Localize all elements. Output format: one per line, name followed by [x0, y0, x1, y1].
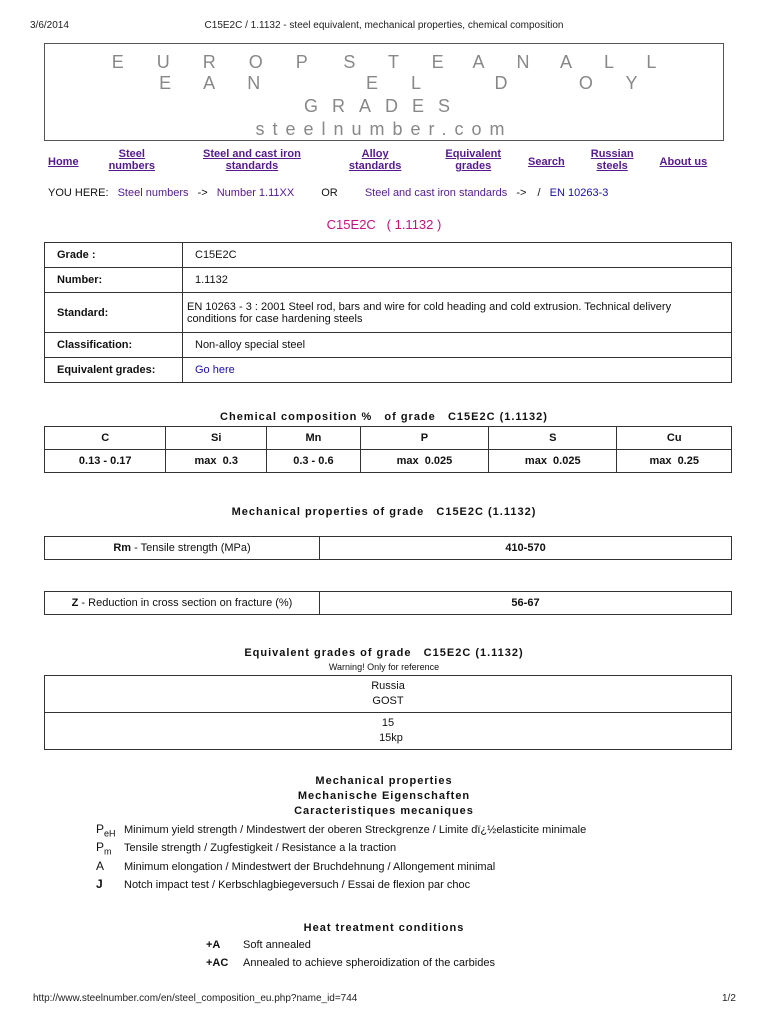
- chem-section-title: Chemical composition % of grade C15E2C (1.1132): [220, 411, 548, 423]
- standard-label: Standard:: [45, 293, 183, 333]
- reduction-label-cell: [45, 592, 320, 615]
- chem-value: 0.13 - 0.17: [45, 450, 166, 473]
- site-banner: [44, 43, 724, 141]
- reduction-value: 56-67: [320, 592, 732, 615]
- number-value: 1.1132: [183, 268, 732, 293]
- chem-value: max 0.025: [489, 450, 617, 473]
- banner-word: S T E E L: [343, 52, 458, 93]
- breadcrumb-en-10263-3[interactable]: EN 10263-3: [549, 187, 609, 199]
- chem-value: max 0.25: [617, 450, 732, 473]
- chem-table: [44, 426, 732, 473]
- legend-text: Notch impact test / Kerbschlagbiegeversuch / Essai de flexion par choc: [124, 879, 471, 891]
- breadcrumb-or: OR: [321, 187, 338, 199]
- chem-value: max 0.3: [166, 450, 267, 473]
- reduction-table: [44, 591, 732, 615]
- equiv-grade: 15: [381, 717, 395, 729]
- breadcrumb-arrow: ->: [197, 187, 208, 199]
- chem-header: Si: [166, 427, 267, 450]
- equivalent-grades-label: Equivalent grades:: [45, 358, 183, 383]
- nav-about-us[interactable]: About us: [659, 156, 708, 168]
- heat-symbol: +A: [206, 939, 221, 951]
- banner-word: A L L O Y: [560, 52, 671, 93]
- heat-symbol: +AC: [206, 957, 229, 969]
- breadcrumb-arrow: ->: [516, 187, 527, 199]
- banner-word: E U R O P E A N: [111, 52, 322, 93]
- table-row: [45, 243, 732, 268]
- legend-item: [96, 877, 470, 891]
- tensile-symbol: Rm: [113, 542, 132, 554]
- legend-symbol: J: [96, 877, 103, 891]
- nav-steel-numbers[interactable]: Steel numbers: [108, 148, 156, 172]
- banner-line1: [45, 52, 723, 94]
- reduction-symbol: Z: [71, 597, 79, 609]
- heat-text: Annealed to achieve spheroidization of the carbides: [243, 957, 495, 969]
- legend-item: [96, 822, 586, 838]
- table-row: [45, 537, 732, 560]
- grade-label: Grade :: [45, 243, 183, 268]
- legend-symbol: A: [96, 859, 105, 873]
- table-row: [45, 268, 732, 293]
- banner-line2: GRADES: [303, 96, 465, 116]
- equiv-country-cell: [45, 676, 732, 713]
- classification-label: Classification:: [45, 333, 183, 358]
- standard-value: EN 10263 - 3 : 2001 Steel rod, bars and wire for cold heading and cold extrusion. Technical delivery conditions for case hardening steels: [183, 293, 732, 333]
- legend-item: [96, 859, 495, 873]
- legend-title-de: Mechanische Eigenschaften: [297, 790, 471, 802]
- grade-value: C15E2C: [183, 243, 732, 268]
- legend-text: Minimum elongation / Mindestwert der Bruchdehnung / Allongement minimal: [124, 861, 496, 873]
- chem-header: S: [489, 427, 617, 450]
- breadcrumb-number-111xx[interactable]: Number 1.11XX: [216, 187, 295, 199]
- print-page-title: C15E2C / 1.1132 - steel equivalent, mechanical properties, chemical composition: [204, 20, 564, 31]
- reduction-label: - Reduction in cross section on fracture (%): [78, 597, 293, 609]
- equiv-grade: 15kp: [379, 732, 403, 744]
- equiv-warning: Warning! Only for reference: [328, 662, 440, 672]
- number-label: Number:: [45, 268, 183, 293]
- chem-value-row: [45, 450, 732, 473]
- equivalent-grades-link[interactable]: Go here: [195, 364, 235, 376]
- chem-value: max 0.025: [360, 450, 488, 473]
- nav-search[interactable]: Search: [528, 156, 565, 168]
- table-row: [45, 333, 732, 358]
- table-row: [45, 676, 732, 713]
- table-row: [45, 358, 732, 383]
- nav-steel-cast-iron-standards[interactable]: Steel and cast iron standards: [203, 148, 301, 172]
- banner-line3: steelnumber.com: [255, 119, 513, 139]
- legend-title-fr: Caracteristiques mecaniques: [294, 805, 474, 817]
- equiv-standard: GOST: [372, 695, 404, 707]
- chem-value: 0.3 - 0.6: [267, 450, 361, 473]
- heat-section-title: Heat treatment conditions: [303, 922, 465, 934]
- grade-title: C15E2C ( 1.1132 ): [326, 217, 442, 232]
- equiv-country: Russia: [371, 680, 405, 692]
- banner-word: A N D: [472, 52, 544, 93]
- breadcrumb-prefix: YOU HERE:: [48, 187, 109, 199]
- table-row: [45, 713, 732, 750]
- nav-home[interactable]: Home: [48, 156, 79, 168]
- legend-symbol: $P_{eH}$: [96, 822, 116, 839]
- legend-item: [96, 840, 396, 856]
- equivalent-grades-cell: [183, 358, 732, 383]
- heat-item: [206, 939, 311, 951]
- table-row: [45, 592, 732, 615]
- mech-section-title: Mechanical properties of grade C15E2C (1.1132): [231, 506, 537, 518]
- tensile-label: - Tensile strength (MPa): [131, 542, 251, 554]
- legend-text: Minimum yield strength / Mindestwert der oberen Streckgrenze / Limite dï¿½elasticite minimale: [124, 824, 587, 836]
- chem-header: Cu: [617, 427, 732, 450]
- breadcrumb: [48, 187, 614, 199]
- classification-value: Non-alloy special steel: [183, 333, 732, 358]
- legend-title-en: Mechanical properties: [315, 775, 453, 787]
- equiv-section-title: Equivalent grades of grade C15E2C (1.1132): [244, 647, 524, 659]
- nav-russian-steels[interactable]: Russian steels: [590, 148, 634, 172]
- breadcrumb-steel-numbers[interactable]: Steel numbers: [117, 187, 189, 199]
- nav-alloy-standards[interactable]: Alloy standards: [348, 148, 402, 172]
- main-nav: [44, 148, 724, 172]
- print-footer-url: http://www.steelnumber.com/en/steel_composition_eu.php?name_id=744: [33, 993, 358, 1004]
- table-row: [45, 293, 732, 333]
- nav-equivalent-grades[interactable]: Equivalent grades: [445, 148, 502, 172]
- breadcrumb-standards[interactable]: Steel and cast iron standards: [364, 187, 508, 199]
- print-date: 3/6/2014: [30, 20, 69, 31]
- breadcrumb-slash: /: [537, 187, 541, 199]
- tensile-table: [44, 536, 732, 560]
- grade-info-table: [44, 242, 732, 383]
- print-page-number: 1/2: [722, 993, 736, 1004]
- heat-text: Soft annealed: [243, 939, 311, 951]
- legend-symbol: $P_m$: [96, 840, 112, 857]
- heat-item: [206, 957, 495, 969]
- chem-header: Mn: [267, 427, 361, 450]
- tensile-label-cell: [45, 537, 320, 560]
- tensile-value: 410-570: [320, 537, 732, 560]
- equiv-table: [44, 675, 732, 750]
- chem-header-row: [45, 427, 732, 450]
- legend-text: Tensile strength / Zugfestigkeit / Resistance a la traction: [124, 842, 397, 854]
- chem-header: P: [360, 427, 488, 450]
- chem-header: C: [45, 427, 166, 450]
- equiv-grade-cell: [45, 713, 732, 750]
